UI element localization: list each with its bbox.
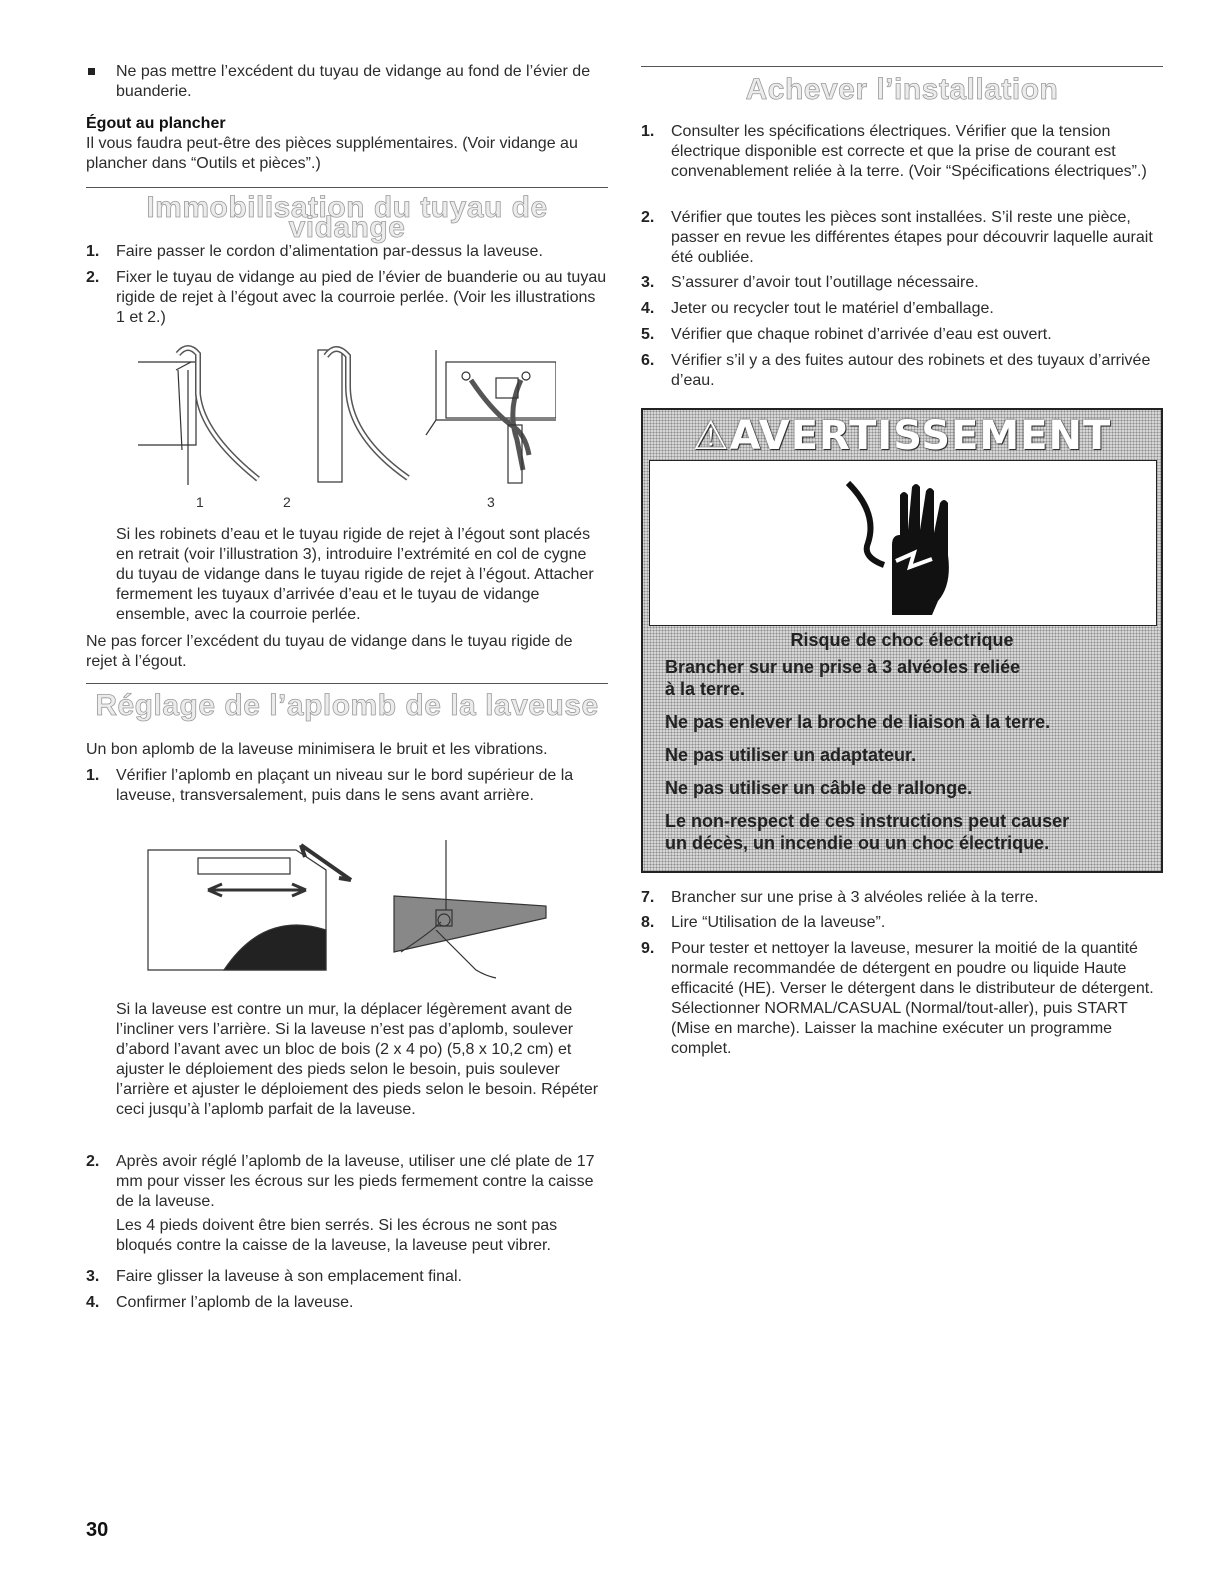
item-text: Vérifier s’il y a des fuites autour des robinets et des tuyaux d’arrivée d’eau.	[671, 352, 1151, 389]
list-item	[641, 351, 1163, 391]
bullet-item	[86, 62, 608, 102]
warning-line: Le non-respect de ces instructions peut causer	[665, 811, 1070, 831]
section-title-drain-hose: Immobilisation du tuyau de vidange	[146, 191, 548, 244]
item-number: 4.	[86, 1294, 100, 1311]
paragraph: Un bon aplomb de la laveuse minimisera le bruit et les vibrations.	[86, 741, 548, 758]
item-number: 9.	[641, 940, 655, 957]
section-divider	[86, 683, 608, 684]
warning-triangle-icon: ⚠	[692, 413, 730, 459]
item-number: 3.	[86, 1268, 100, 1285]
item-text: Confirmer l’aplomb de la laveuse.	[116, 1294, 354, 1311]
warning-title-text: AVERTISSEMENT	[729, 413, 1112, 459]
warning-icon-panel	[649, 460, 1157, 626]
warning-box	[641, 408, 1163, 873]
bullet-text: Ne pas mettre l’excédent du tuyau de vidange au fond de l’évier de buanderie.	[116, 63, 591, 100]
leveling-illustrations	[146, 840, 566, 980]
item-text: S’assurer d’avoir tout l’outillage nécessaire.	[671, 274, 979, 291]
figure-label: 3	[487, 494, 495, 510]
item-number: 2.	[86, 269, 100, 286]
list-item	[86, 242, 608, 262]
section-title-leveling: Réglage de l’aplomb de la laveuse	[95, 689, 599, 722]
item-text: Fixer le tuyau de vidange au pied de l’évier de buanderie ou au tuyau rigide de rejet à l’égout avec la courroie perlée. (Voir les illustrations 1 et 2.)	[116, 269, 607, 326]
figure-label: 2	[283, 494, 291, 510]
section-title-finish-install: Achever l’installation	[745, 73, 1059, 106]
floor-drain-heading: Égout au plancher	[86, 115, 226, 132]
paragraph: Ne pas forcer l’excédent du tuyau de vidange dans le tuyau rigide de rejet à l’égout.	[86, 633, 573, 670]
paragraph: Les 4 pieds doivent être bien serrés. Si les écrous ne sont pas bloqués contre la caisse de la laveuse, la laveuse peut vibrer.	[116, 1217, 558, 1254]
floor-drain-block	[86, 114, 608, 174]
item-text: Faire glisser la laveuse à son emplacement final.	[116, 1268, 462, 1285]
list-item	[86, 1152, 608, 1212]
section-divider	[86, 187, 608, 188]
electric-shock-hand-icon	[840, 475, 980, 615]
warning-line: à la terre.	[665, 679, 746, 699]
warning-line: un décès, un incendie ou un choc électrique.	[665, 833, 1050, 853]
list-item	[86, 766, 608, 806]
item-text: Faire passer le cordon d’alimentation par-dessus la laveuse.	[116, 243, 543, 260]
item-text: Vérifier que chaque robinet d’arrivée d’eau est ouvert.	[671, 326, 1052, 343]
item-number: 1.	[86, 243, 100, 260]
item-number: 2.	[86, 1153, 100, 1170]
floor-drain-text: Il vous faudra peut-être des pièces supplémentaires. (Voir vidange au plancher dans “Outils et pièces”.)	[86, 135, 578, 172]
drain-hose-illustrations	[136, 340, 556, 490]
item-text: Consulter les spécifications électriques. Vérifier que la tension électrique disponible est correcte et que la prise de courant est convenablement reliée à la terre. (Voir “Spécifications électriques”.)	[671, 123, 1147, 180]
list-item	[86, 1293, 608, 1313]
item-number: 1.	[641, 123, 655, 140]
square-bullet-icon	[88, 68, 95, 75]
warning-line: Ne pas enlever la broche de liaison à la terre.	[665, 712, 1051, 732]
item-text: Jeter ou recycler tout le matériel d’emballage.	[671, 300, 994, 317]
item-number: 7.	[641, 889, 655, 906]
paragraph: Si les robinets d’eau et le tuyau rigide de rejet à l’égout sont placés en retrait (voir l’illustration 3), introduire l’extrémité en col de cygne du tuyau de vidange dans le tuyau rigide de rejet à l’égout. Attacher fermement les tuyaux d’arrivée d’eau et le tuyau de vidange ensemble, avec la courroie perlée.	[116, 526, 594, 623]
list-item	[641, 208, 1163, 268]
item-text: Pour tester et nettoyer la laveuse, mesurer la moitié de la quantité normale recommandée de détergent en poudre ou liquide Haute efficacité (HE). Verser le détergent dans le distributeur de détergent. Sélectionner NORMAL/CASUAL (Normal/tout-aller), puis START (Mise en marche). Laisser la machine exécuter un programme complet.	[671, 940, 1154, 1057]
item-number: 4.	[641, 300, 655, 317]
warning-text-block	[649, 630, 1155, 854]
list-item	[641, 122, 1163, 182]
figure-label: 1	[196, 494, 204, 510]
list-item	[641, 299, 1163, 319]
warning-risk-heading: Risque de choc électrique	[790, 630, 1014, 650]
warning-line: Ne pas utiliser un câble de rallonge.	[665, 778, 973, 798]
item-text: Vérifier que toutes les pièces sont installées. S’il reste une pièce, passer en revue les différentes étapes pour découvrir laquelle aurait été oubliée.	[671, 209, 1153, 266]
item-text: Brancher sur une prise à 3 alvéoles reliée à la terre.	[671, 889, 1039, 906]
item-text: Après avoir réglé l’aplomb de la laveuse, utiliser une clé plate de 17 mm pour visser les écrous sur les pieds fermement contre la caisse de la laveuse.	[116, 1153, 595, 1210]
item-number: 8.	[641, 914, 655, 931]
list-item	[86, 1267, 608, 1287]
item-number: 6.	[641, 352, 655, 369]
page-number: 30	[86, 1519, 109, 1541]
list-item	[641, 325, 1163, 345]
warning-line: Ne pas utiliser un adaptateur.	[665, 745, 917, 765]
list-item	[641, 888, 1163, 908]
item-number: 5.	[641, 326, 655, 343]
section-divider	[641, 66, 1163, 67]
item-text: Lire “Utilisation de la laveuse”.	[671, 914, 886, 931]
warning-line: Brancher sur une prise à 3 alvéoles reliée	[665, 657, 1021, 677]
paragraph: Si la laveuse est contre un mur, la déplacer légèrement avant de l’incliner vers l’arrière. Si la laveuse n’est pas d’aplomb, soulever d’abord l’avant avec un bloc de bois (2 x 4 po) (5,8 x 10,2 cm) et ajuster le déploiement des pieds selon le besoin, puis soulever l’arrière et ajuster le déploiement des pieds selon le besoin. Répéter ceci jusqu’à l’aplomb parfait de la laveuse.	[116, 1001, 599, 1118]
item-number: 3.	[641, 274, 655, 291]
warning-title	[643, 410, 1161, 462]
list-item	[641, 273, 1163, 293]
item-number: 2.	[641, 209, 655, 226]
item-number: 1.	[86, 767, 100, 784]
item-text: Vérifier l’aplomb en plaçant un niveau sur le bord supérieur de la laveuse, transversalement, puis dans le sens avant arrière.	[116, 767, 574, 804]
list-item	[641, 939, 1163, 1059]
list-item	[641, 913, 1163, 933]
list-item	[86, 268, 608, 328]
